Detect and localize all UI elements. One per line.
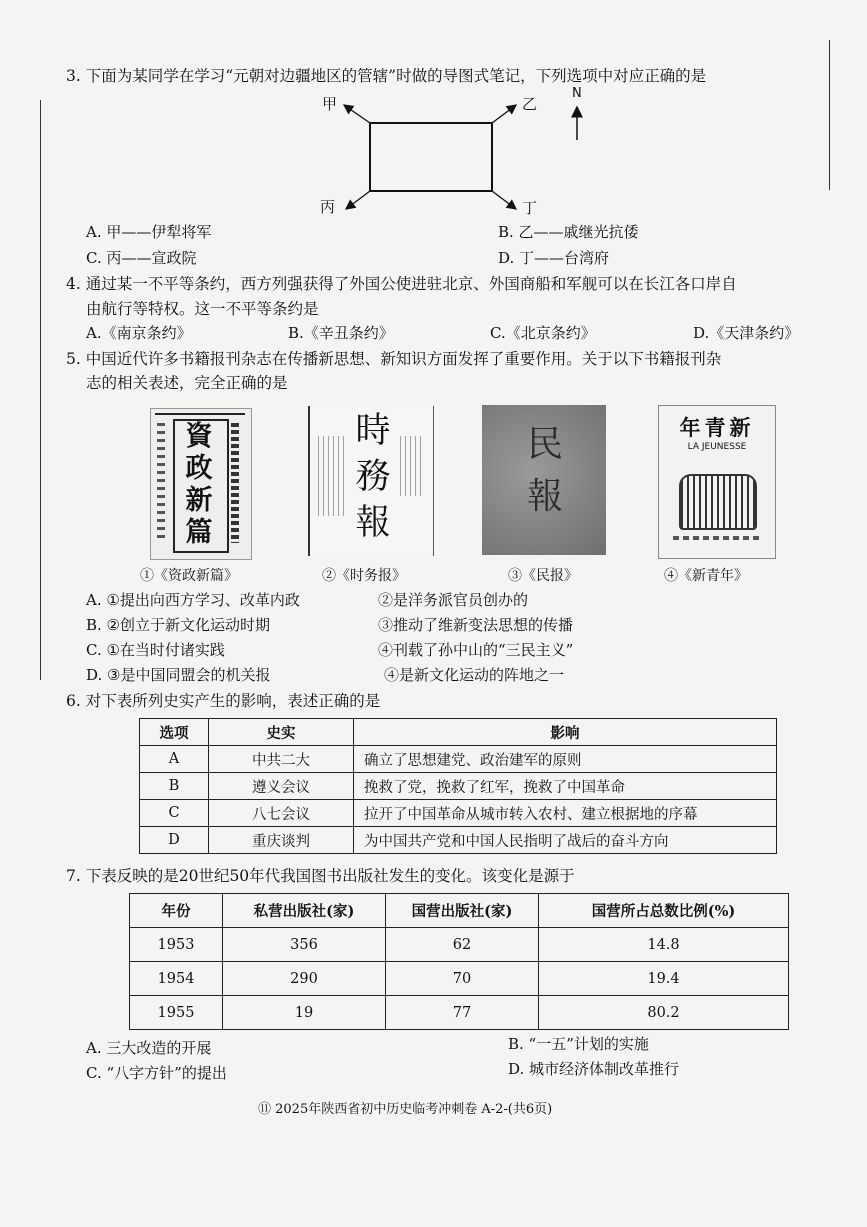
cell-event: 中共二大	[209, 746, 354, 773]
table-row	[140, 746, 777, 773]
cover4-title: 年青新	[679, 415, 755, 440]
page-footer: ⑪ 2025年陕西省初中历史临考冲刺卷 A-2-(共6页)	[258, 1102, 553, 1117]
image1-caption: ①《资政新篇》	[140, 568, 238, 584]
cell-state: 70	[386, 962, 539, 996]
table-row	[130, 928, 789, 962]
cell-event: 八七会议	[209, 800, 354, 827]
q7-option-a: A. 三大改造的开展	[86, 1039, 212, 1057]
right-margin-line	[829, 40, 830, 190]
table-row	[140, 800, 777, 827]
left-margin-line	[40, 100, 41, 680]
table-row	[130, 962, 789, 996]
q4-option-b: B.《辛丑条约》	[288, 324, 394, 342]
image4-caption: ④《新青年》	[664, 568, 748, 584]
q5-option-d-part1: D. ③是中国同盟会的机关报	[86, 666, 271, 684]
cover1-title: 資政新篇	[185, 421, 213, 548]
q3-option-a: A. 甲——伊犁将军	[86, 223, 212, 241]
q4-option-a: A.《南京条约》	[86, 324, 192, 342]
zizheng-xinpian-cover	[150, 408, 252, 560]
q5-option-c-part2: ④刊载了孙中山的“三民主义”	[378, 641, 574, 659]
cell-year: 1955	[130, 996, 223, 1030]
cell-state: 77	[386, 996, 539, 1030]
q5-option-a-part1: A. ①提出向西方学习、改革内政	[86, 591, 300, 609]
q7-option-d: D. 城市经济体制改革推行	[508, 1060, 680, 1078]
cell-event: 遵义会议	[209, 773, 354, 800]
cell-option: D	[140, 827, 209, 854]
q5-option-a-part2: ②是洋务派官员创办的	[378, 591, 529, 609]
q5-stem-line2: 志的相关表述，完全正确的是	[86, 374, 288, 392]
q4-option-c: C.《北京条约》	[490, 324, 596, 342]
cell-state: 62	[386, 928, 539, 962]
cell-impact: 挽救了党，挽救了红军，挽救了中国革命	[354, 773, 777, 800]
q3-label-ding: 丁	[522, 199, 538, 217]
shiwubao-cover	[308, 406, 436, 556]
cell-option: A	[140, 746, 209, 773]
q7-table	[129, 893, 789, 1030]
q7-option-c: C. “八字方针”的提出	[86, 1064, 227, 1082]
q3-option-b: B. 乙——戚继光抗倭	[498, 223, 639, 241]
header-state: 国营出版社(家)	[386, 894, 539, 928]
q3-option-c: C. 丙——宣政院	[86, 249, 197, 267]
cell-impact: 为中国共产党和中国人民指明了战后的奋斗方向	[354, 827, 777, 854]
cell-private: 19	[223, 996, 386, 1030]
cell-option: B	[140, 773, 209, 800]
image3-caption: ③《民报》	[508, 568, 578, 584]
cell-impact: 确立了思想建党、政治建军的原则	[354, 746, 777, 773]
cell-private: 356	[223, 928, 386, 962]
header-option: 选项	[140, 719, 209, 746]
table-header-row	[140, 719, 777, 746]
q3-center-box	[370, 123, 492, 191]
q3-mind-map	[300, 85, 600, 220]
cell-event: 重庆谈判	[209, 827, 354, 854]
q3-label-yi: 乙	[522, 95, 538, 113]
q5-option-b-part1: B. ②创立于新文化运动时期	[86, 616, 271, 634]
cell-year: 1954	[130, 962, 223, 996]
cover3-title: 民報	[526, 424, 563, 517]
minbao-cover	[482, 405, 606, 555]
table-row	[140, 827, 777, 854]
q3-north-label: N	[572, 86, 582, 101]
xinqingnian-cover	[658, 405, 776, 559]
header-year: 年份	[130, 894, 223, 928]
cover4-subtitle: LA JEUNESSE	[687, 442, 747, 452]
cell-ratio: 19.4	[539, 962, 789, 996]
header-private: 私营出版社(家)	[223, 894, 386, 928]
q7-option-b: B. “一五”计划的实施	[508, 1035, 649, 1053]
header-ratio: 国营所占总数比例(%)	[539, 894, 789, 928]
q6-stem: 6. 对下表所列史实产生的影响，表述正确的是	[66, 692, 381, 710]
image2-caption: ②《时务报》	[322, 568, 406, 584]
q4-option-d: D.《天津条约》	[693, 324, 800, 342]
cell-ratio: 14.8	[539, 928, 789, 962]
q4-stem-line2: 由航行等特权。这一不平等条约是	[86, 300, 319, 318]
q5-option-d-part2: ④是新文化运动的阵地之一	[384, 666, 565, 684]
cell-private: 290	[223, 962, 386, 996]
q3-label-jia: 甲	[322, 95, 338, 113]
q3-stem: 3. 下面为某同学在学习“元朝对边疆地区的管辖”时做的导图式笔记，下列选项中对应正确的是	[66, 67, 707, 85]
table-row	[130, 996, 789, 1030]
table-header-row	[130, 894, 789, 928]
cell-year: 1953	[130, 928, 223, 962]
q6-table	[139, 718, 777, 854]
header-impact: 影响	[354, 719, 777, 746]
table-row	[140, 773, 777, 800]
cell-option: C	[140, 800, 209, 827]
cover2-title: 時務報	[355, 411, 391, 543]
q5-stem-line1: 5. 中国近代许多书籍报刊杂志在传播新思想、新知识方面发挥了重要作用。关于以下书籍报刊杂	[66, 350, 722, 368]
q5-option-c-part1: C. ①在当时付诸实践	[86, 641, 225, 659]
q5-option-b-part2: ③推动了维新变法思想的传播	[378, 616, 574, 634]
cell-impact: 拉开了中国革命从城市转入农村、建立根据地的序幕	[354, 800, 777, 827]
q7-stem: 7. 下表反映的是20世纪50年代我国图书出版社发生的变化。该变化是源于	[66, 867, 575, 885]
cell-ratio: 80.2	[539, 996, 789, 1030]
header-event: 史实	[209, 719, 354, 746]
q4-stem-line1: 4. 通过某一不平等条约，西方列强获得了外国公使进驻北京、外国商船和军舰可以在长江各口岸自	[66, 275, 737, 293]
q3-option-d: D. 丁——台湾府	[498, 249, 610, 267]
q3-label-bing: 丙	[320, 198, 336, 216]
